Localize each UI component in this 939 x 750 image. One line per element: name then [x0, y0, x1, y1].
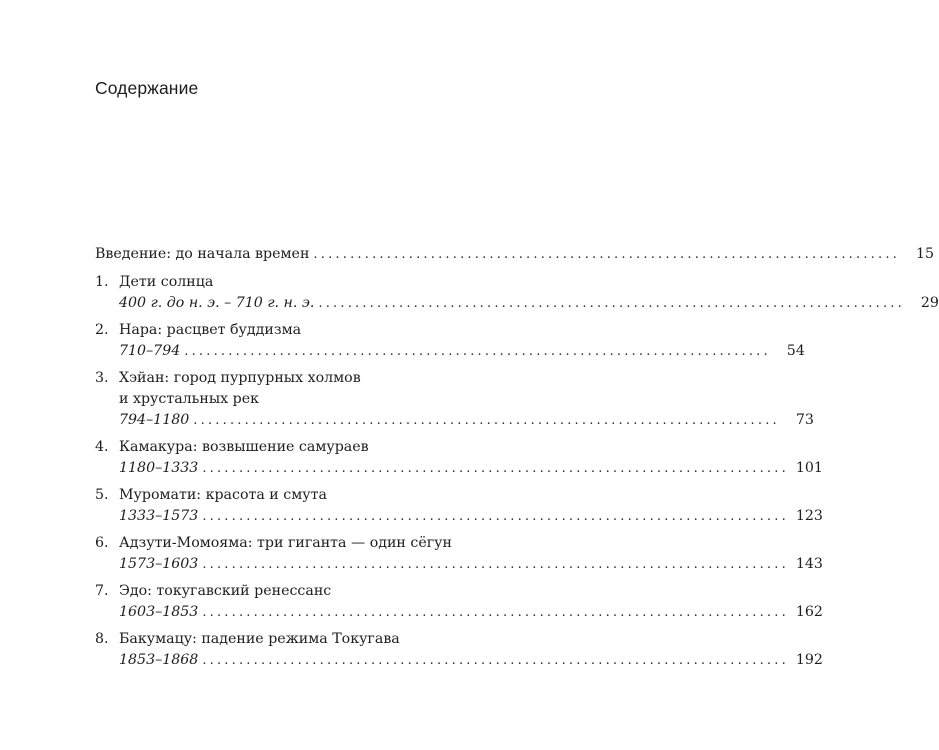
chapter-period: 1603–1853	[119, 602, 202, 623]
toc-page-number: 101	[795, 460, 823, 476]
chapter-title: Камакура: возвышение самураев	[119, 439, 369, 455]
toc-leader-row	[119, 410, 814, 431]
toc-page-number: 54	[786, 343, 805, 359]
chapter-title: Дети солнца	[119, 274, 214, 290]
chapter-number: 6.	[95, 535, 109, 551]
chapter-title: Адзути-Момояма: три гиганта — один сёгун	[119, 535, 452, 551]
dot-leader: ................................................................................	[202, 653, 789, 668]
toc-entry-chapter-4[interactable]	[95, 437, 470, 458]
toc-entry-intro[interactable]	[95, 244, 935, 265]
dot-leader: ................................................................................	[202, 461, 789, 476]
toc-leader-row	[119, 602, 823, 623]
toc-entry-chapter-7[interactable]	[95, 581, 470, 602]
toc-page-number: 29	[920, 295, 939, 311]
toc-leader-row	[119, 458, 823, 479]
toc-page-number: 15	[915, 246, 935, 262]
toc-entry-chapter-5[interactable]	[95, 485, 470, 506]
toc-entry-chapter-3[interactable]	[95, 368, 470, 389]
chapter-title-continuation: и хрустальных рек	[119, 391, 259, 407]
toc-period-chapter-4[interactable]	[95, 458, 823, 479]
toc-period-chapter-1[interactable]	[95, 293, 939, 314]
toc-entry-chapter-2[interactable]	[95, 320, 470, 341]
chapter-period: 1573–1603	[119, 554, 202, 575]
chapter-period: 1853–1868	[119, 650, 202, 671]
chapter-number: 8.	[95, 631, 109, 647]
toc-page-number: 123	[795, 508, 823, 524]
dot-leader: ................................................................................	[193, 413, 780, 428]
chapter-period: 710–794	[119, 341, 184, 362]
chapter-title: Муромати: красота и смута	[119, 487, 327, 503]
chapter-title: Бакумацу: падение режима Токугава	[119, 631, 400, 647]
toc-period-chapter-3[interactable]	[95, 410, 814, 431]
chapter-period: 794–1180	[119, 410, 193, 431]
toc-entry-chapter-6[interactable]	[95, 533, 470, 554]
chapter-number: 4.	[95, 439, 109, 455]
dot-leader: ................................................................................	[184, 344, 771, 359]
toc-leader-row	[95, 244, 935, 265]
chapter-period: 1180–1333	[119, 458, 202, 479]
chapter-number: 2.	[95, 322, 109, 338]
chapter-number: 5.	[95, 487, 109, 503]
chapter-period: 400 г. до н. э. – 710 г. н. э.	[119, 293, 318, 314]
chapter-period: 1333–1573	[119, 506, 202, 527]
toc-period-chapter-7[interactable]	[95, 602, 823, 623]
dot-leader: ................................................................................	[202, 605, 789, 620]
toc-page-number: 162	[795, 604, 823, 620]
toc-leader-row	[119, 293, 939, 314]
chapter-number: 1.	[95, 274, 109, 290]
chapter-number: 3.	[95, 370, 109, 386]
toc-page-number: 143	[795, 556, 823, 572]
toc-leader-row	[119, 341, 805, 362]
toc-period-chapter-2[interactable]	[95, 341, 805, 362]
toc-entry-title: Введение: до начала времен	[95, 244, 313, 265]
chapter-title: Нара: расцвет буддизма	[119, 322, 302, 338]
dot-leader: ................................................................................	[202, 557, 789, 572]
toc-page-number: 192	[795, 652, 823, 668]
chapter-title: Эдо: токугавский ренессанс	[119, 583, 332, 599]
toc-entry-chapter-3-cont[interactable]	[95, 389, 470, 410]
toc-leader-row	[119, 554, 823, 575]
dot-leader: ................................................................................	[202, 509, 789, 524]
dot-leader: ................................................................................	[313, 247, 901, 262]
toc-page-number: 73	[795, 412, 814, 428]
toc-period-chapter-8[interactable]	[95, 650, 823, 671]
toc-entry-chapter-1[interactable]	[95, 272, 470, 293]
toc-entry-chapter-8[interactable]	[95, 629, 470, 650]
chapter-title: Хэйан: город пурпурных холмов	[119, 370, 361, 386]
toc-period-chapter-6[interactable]	[95, 554, 823, 575]
toc-period-chapter-5[interactable]	[95, 506, 823, 527]
toc-leader-row	[119, 506, 823, 527]
chapter-number: 7.	[95, 583, 109, 599]
toc-leader-row	[119, 650, 823, 671]
dot-leader: ................................................................................	[318, 296, 905, 311]
page-title: Содержание	[95, 78, 199, 98]
